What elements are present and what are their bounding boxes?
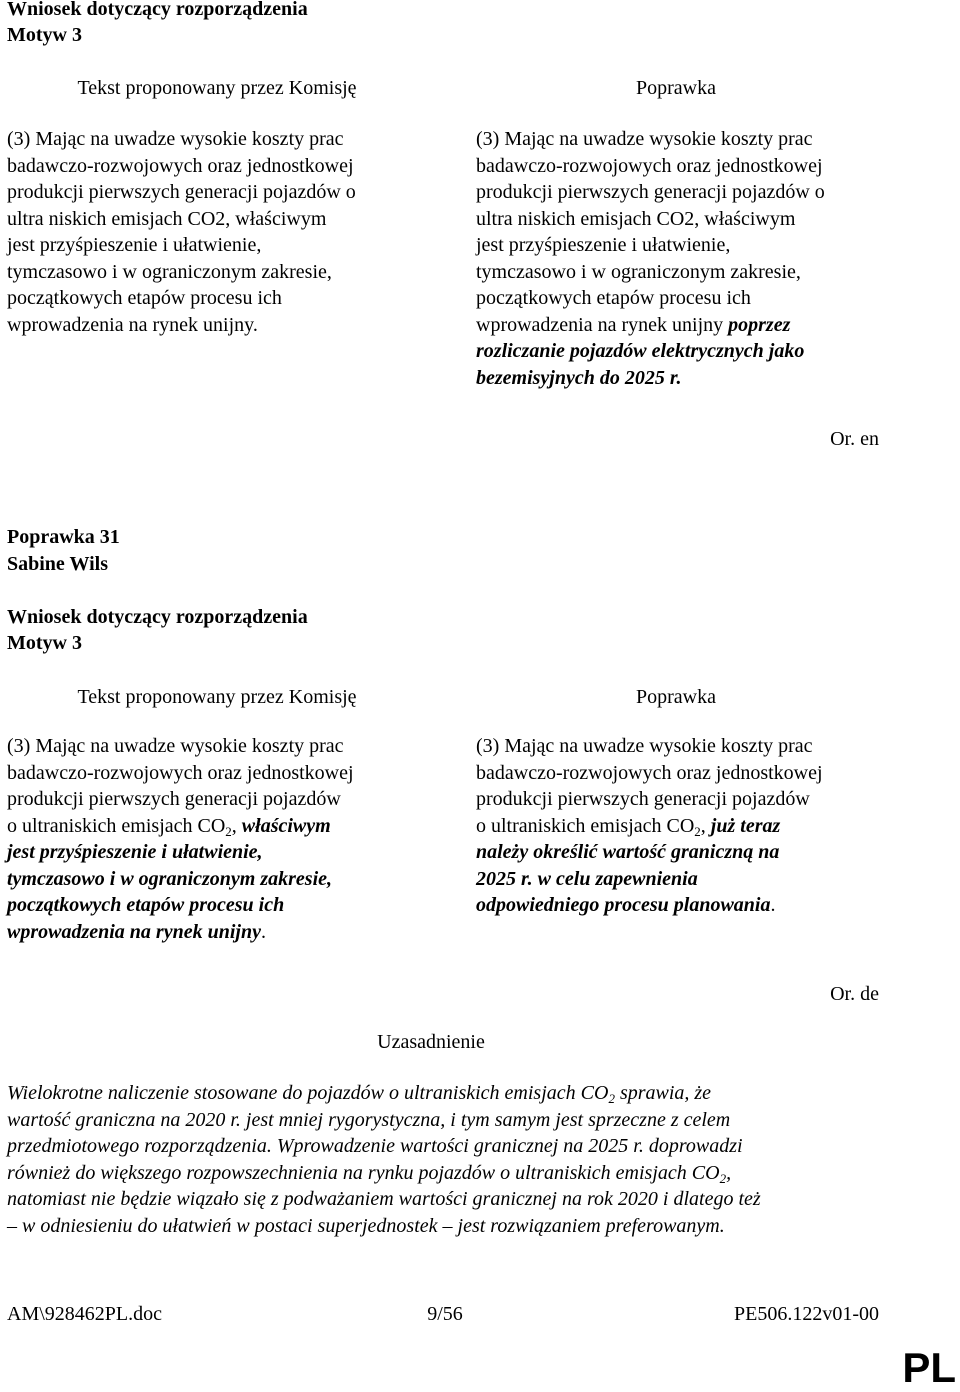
recital-label: Motyw 3	[7, 24, 82, 46]
text-line: badawczo-rozwojowych oraz jednostkowej	[476, 154, 823, 177]
text-line	[476, 813, 916, 840]
deleted-text-line: jest przyśpieszenie i ułatwienie,	[7, 841, 263, 863]
text-line: (3) Mając na uwadze wysokie koszty prac	[476, 128, 813, 150]
justification-title: Uzasadnienie	[377, 1031, 485, 1053]
text-line: początkowych etapów procesu ich	[476, 287, 751, 309]
original-language: Or. de	[830, 983, 879, 1005]
text-line: (3) Mając na uwadze wysokie koszty prac	[7, 735, 344, 757]
inserted-text: już teraz	[710, 814, 781, 837]
amendment-column-title: Poprawka	[636, 686, 716, 708]
text-line	[7, 1080, 887, 1107]
text-plain: .	[260, 920, 266, 943]
text-line	[7, 919, 417, 946]
deleted-text: wprowadzenia na rynek unijny	[7, 920, 261, 943]
commission-text-column	[7, 733, 417, 945]
footer-page-number: 9/56	[427, 1303, 463, 1325]
text-line: tymczasowo i w ograniczonym zakresie,	[7, 260, 332, 283]
text-line: wprowadzenia na rynek unijny.	[7, 313, 258, 336]
text-line: produkcji pierwszych generacji pojazdów o	[476, 181, 825, 203]
text-line	[7, 1160, 887, 1187]
text-plain: o ultraniskich emisjach CO	[7, 814, 226, 837]
commission-text-title: Tekst proponowany przez Komisję	[77, 77, 357, 99]
footer-doc-ref: AM\928462PL.doc	[7, 1303, 162, 1325]
proposal-heading: Wniosek dotyczący rozporządzenia	[7, 606, 308, 628]
amendment-text-column	[476, 126, 916, 391]
text-plain: ,	[231, 814, 242, 837]
amendment-column-title: Poprawka	[636, 77, 716, 99]
text-line: ultra niskich emisjach CO2, właściwym	[476, 207, 796, 230]
text-line: badawczo-rozwojowych oraz jednostkowej	[7, 761, 354, 784]
text-line: wartość graniczna na 2020 r. jest mniej rygorystyczna, i tym samym jest sprzeczne z celem	[7, 1108, 731, 1131]
text-line: przedmiotowego rozporządzenia. Wprowadzenie wartości granicznej na 2025 r. doprowadzi	[7, 1135, 743, 1157]
inserted-text-line: należy określić wartość graniczną na	[476, 841, 780, 863]
text-line: badawczo-rozwojowych oraz jednostkowej	[476, 761, 823, 784]
amendment-number: Poprawka 31	[7, 526, 120, 548]
text-line: produkcji pierwszych generacji pojazdów	[476, 788, 810, 810]
text-line: (3) Mając na uwadze wysokie koszty prac	[7, 128, 344, 150]
deleted-text-line: początkowych etapów procesu ich	[7, 894, 285, 916]
amendment-author: Sabine Wils	[7, 553, 108, 575]
text-line: produkcji pierwszych generacji pojazdów o	[7, 181, 356, 203]
subscript: 2	[608, 1091, 615, 1106]
text-line: (3) Mając na uwadze wysokie koszty prac	[476, 735, 813, 757]
text-line	[7, 813, 417, 840]
text-plain: wprowadzenia na rynek unijny	[476, 313, 729, 336]
text-line	[476, 312, 916, 339]
subscript: 2	[694, 823, 701, 839]
text-plain: Wielokrotne naliczenie stosowane do pojazdów o ultraniskich emisjach CO	[7, 1082, 609, 1104]
inserted-text-line: bezemisyjnych do 2025 r.	[476, 366, 682, 389]
text-line: badawczo-rozwojowych oraz jednostkowej	[7, 154, 354, 177]
text-line: ultra niskich emisjach CO2, właściwym	[7, 207, 327, 230]
text-plain: o ultraniskich emisjach CO	[476, 814, 695, 837]
text-line: – w odniesieniu do ułatwień w postaci superjednostek – jest rozwiązaniem preferowanym.	[7, 1214, 725, 1237]
text-line: tymczasowo i w ograniczonym zakresie,	[476, 260, 801, 283]
original-language: Or. en	[830, 428, 879, 450]
text-line: początkowych etapów procesu ich	[7, 287, 282, 309]
text-plain: ,	[700, 814, 711, 837]
text-line: produkcji pierwszych generacji pojazdów	[7, 788, 341, 810]
text-plain: również do większego rozpowszechnienia na rynku pojazdów o ultraniskich emisjach CO	[7, 1161, 720, 1184]
recital-label: Motyw 3	[7, 632, 82, 654]
proposal-heading: Wniosek dotyczący rozporządzenia	[7, 0, 308, 20]
text-line	[476, 892, 916, 919]
text-line: natomiast nie będzie wiązało się z podważaniem wartości granicznej na rok 2020 i dlatego też	[7, 1188, 761, 1210]
text-plain: .	[770, 894, 776, 916]
text-plain: ,	[726, 1161, 732, 1184]
subscript: 2	[225, 823, 232, 839]
commission-text-title: Tekst proponowany przez Komisję	[77, 686, 357, 708]
deleted-text-line: tymczasowo i w ograniczonym zakresie,	[7, 867, 333, 890]
deleted-text: właściwym	[241, 814, 331, 837]
footer-pe-ref: PE506.122v01-00	[734, 1303, 879, 1325]
inserted-text-line: rozliczanie pojazdów elektrycznych jako	[476, 340, 805, 362]
text-line: jest przyśpieszenie i ułatwienie,	[7, 234, 262, 256]
language-mark: PL	[902, 1344, 956, 1391]
text-plain: sprawia, że	[614, 1082, 712, 1104]
justification-text	[7, 1080, 887, 1239]
amendment-text-column	[476, 733, 916, 919]
inserted-text: odpowiedniego procesu planowania	[476, 894, 771, 916]
commission-text-column	[7, 126, 417, 338]
inserted-text: poprzez	[728, 313, 791, 336]
inserted-text-line: 2025 r. w celu zapewnienia	[476, 867, 698, 890]
subscript: 2	[719, 1170, 727, 1186]
text-line: jest przyśpieszenie i ułatwienie,	[476, 234, 731, 256]
